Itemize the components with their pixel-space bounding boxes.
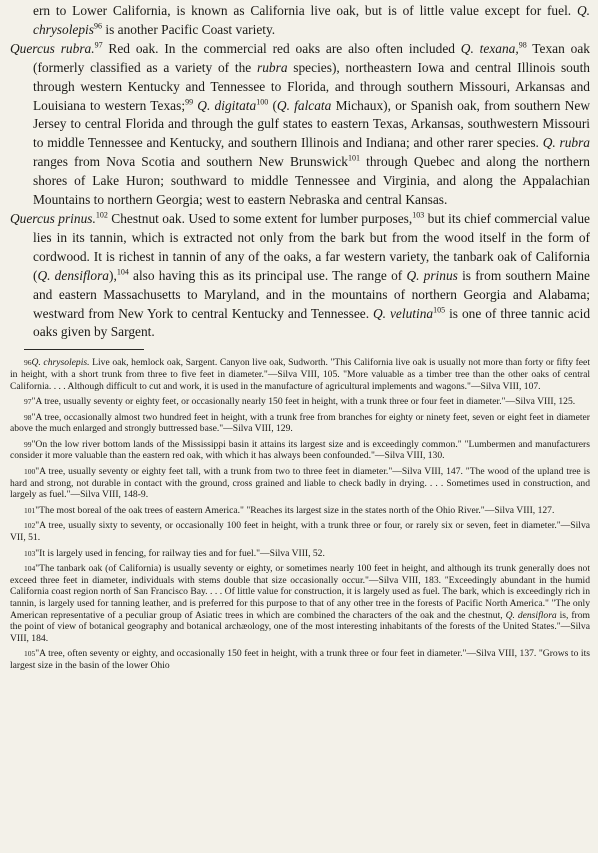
footnote-number: 99 bbox=[24, 439, 32, 449]
footnote-100 bbox=[10, 466, 590, 501]
text: Michaux), or Spanish oak, from southern New Jersey to central Florida and through the gulf states to eastern Texas, Arkansas, southwestern Missouri to middle Tennessee and Kentucky, and southern Illinois and Indiana; and other rarer species. bbox=[33, 97, 591, 151]
footnote-number: 102 bbox=[24, 521, 36, 531]
footnote-101 bbox=[10, 505, 590, 517]
footnote-number: 97 bbox=[24, 397, 32, 407]
text: Red oak. In the commercial red oaks are also often included bbox=[102, 40, 461, 56]
footnote-102 bbox=[10, 520, 590, 543]
species-name: Q. velutina bbox=[373, 305, 434, 321]
text: but its chief commercial value lies in its tannin, which is extracted not only from the bark but from the wood itself in the form of cordwood. It is richest in tannin of any of the oaks, a far western variety, the tanbark oak of California ( bbox=[33, 210, 590, 283]
footnote-text: "A tree, occasionally almost two hundred feet in height, with a trunk free from branches for eighty or ninety feet, seven or eight feet in diameter above the much enlarged and strongly buttressed base."—Silva VIII, 129. bbox=[10, 411, 590, 435]
footnote-number: 100 bbox=[24, 467, 36, 477]
species-name: Q. rubra bbox=[542, 135, 590, 151]
footnote-98 bbox=[10, 412, 590, 435]
footnote-ref: 99 bbox=[185, 97, 194, 107]
text: also having this as its principal use. The range of bbox=[128, 267, 407, 283]
footnote-ref: 105 bbox=[433, 305, 446, 315]
species-name: Q. densiflora bbox=[37, 267, 109, 283]
footnote-ref: 101 bbox=[347, 153, 360, 163]
footnote-number: 104 bbox=[24, 564, 36, 574]
footnote-97 bbox=[10, 396, 590, 408]
species-name: Q. texana, bbox=[460, 40, 519, 56]
footnote-99 bbox=[10, 439, 590, 462]
footnote-text: "The tanbark oak (of California) is usually seventy or eighty, or sometimes nearly 100 feet in height, and although its trunk generally does not exceed three feet in diameter, individuals with stems double that size occasionally occur."—Silva VIII, 183. "Exceedingly abundant in the humid California coast region north of San Francisco Bay. . . . Of little value for construction, it is largely used as fuel. The bark, which is exceedingly rich in tannin, is largely used for tanning leather, and is preferred for this purpose to that of any other tree in the forests of Pacific North America." "The only American representative of a peculiar group of Asiatic trees in which are combined the characters of the oak and the chestnut, bbox=[10, 563, 590, 621]
text: ranges from Nova Scotia and southern New Brunswick bbox=[33, 154, 348, 170]
species-name: Q. prinus bbox=[406, 267, 458, 283]
footnotes bbox=[10, 357, 590, 671]
footnote-divider bbox=[24, 349, 144, 350]
text: is one of three tannic acid oaks given by Sargent. bbox=[33, 305, 591, 340]
footnote-ref: 97 bbox=[94, 40, 103, 50]
footnote-number: 96 bbox=[24, 358, 32, 368]
text: ( bbox=[268, 97, 277, 113]
text: is from southern Maine and eastern Massachusetts to Maryland, and in the mountains of northern Georgia and Alabama; westward from New York to central Kentucky and Tennessee. bbox=[33, 267, 590, 321]
text: through Quebec and along the northern shores of Lake Huron; southward to middle Tennessee and Virginia, and along the Appalachian Mountains to northern Georgia; west to eastern Nebraska and central Kansas. bbox=[33, 154, 590, 208]
footnote-103 bbox=[10, 548, 590, 560]
footnote-text: "The most boreal of the oak trees of eastern America." "Reaches its largest size in the states north of the Ohio River."—Silva VIII, 127. bbox=[35, 504, 555, 516]
footnote-ref: 100 bbox=[256, 97, 269, 107]
footnote-ref: 104 bbox=[116, 267, 129, 277]
footnote-ref: 103 bbox=[412, 210, 425, 220]
footnote-text: "A tree, usually seventy or eighty feet tall, with a trunk from two to three feet in diameter."—Silva VIII, 147. "The wood of the upland tree is hard and strong, not durable in contact with the ground, cross grained and liable to check badly in drying. . . . Sometimes used in construction, and largely as fuel."—Silva VIII, 148-9. bbox=[10, 466, 590, 501]
entry-quercus-prinus bbox=[10, 210, 590, 342]
species-name: Q. chrysolepis bbox=[33, 3, 590, 37]
main-text bbox=[10, 2, 590, 342]
text: ), bbox=[109, 267, 117, 283]
footnote-104 bbox=[10, 563, 590, 644]
footnote-text: "A tree, usually seventy or eighty feet, or occasionally nearly 150 feet in height, with a trunk three or four feet in diameter."—Silva VIII, 125. bbox=[31, 396, 576, 408]
entry-heading: Quercus prinus. bbox=[10, 210, 96, 226]
footnote-text: "It is largely used in fencing, for railway ties and for fuel."—Silva VIII, 52. bbox=[35, 547, 325, 559]
text: ern to Lower California, is known as California live oak, but is of little value except for fuel. bbox=[33, 3, 577, 18]
entry-quercus-rubra bbox=[10, 40, 590, 210]
footnote-ref: 96 bbox=[94, 21, 102, 31]
footnote-text: is, from the point of view of botanical geography and botanical archæology, one of the most interesting inhabitants of the forests of the United States."—Silva VIII, 184. bbox=[10, 609, 591, 644]
footnote-text: "A tree, often seventy or eighty, and occasionally 150 feet in height, with a trunk three or four feet in diameter."—Silva VIII, 137. "Grows to its largest size in the basin of the lower Ohio bbox=[10, 648, 590, 671]
footnote-number: 105 bbox=[24, 649, 36, 659]
entry-heading: Quercus rubra. bbox=[10, 40, 95, 56]
footnote-96 bbox=[10, 357, 590, 392]
footnote-number: 103 bbox=[24, 548, 36, 558]
species-name: Q. densiflora bbox=[505, 609, 557, 621]
text: Chestnut oak. Used to some extent for lumber purposes, bbox=[107, 210, 413, 226]
footnote-ref: 102 bbox=[95, 210, 108, 220]
footnote-text: "On the low river bottom lands of the Mississippi basin it attains its largest size and is exceedingly common." "Lumbermen and manufacturers consider it more valuable than the eastern red oak, with which it has always been confounded."—Silva VIII, 130. bbox=[10, 438, 590, 462]
text: Texan oak (formerly classified as a variety of the bbox=[33, 40, 590, 75]
text: species), northeastern Iowa and central Illinois south through western Kentucky and Tennessee to Florida, and through southern Missouri, Arkansas and Louisiana to western Texas; bbox=[33, 59, 590, 113]
species-name: Q. falcata bbox=[276, 97, 332, 113]
footnote-number: 101 bbox=[24, 505, 36, 515]
paragraph-continuation bbox=[10, 2, 590, 40]
footnote-number: 98 bbox=[24, 412, 32, 422]
species-name: rubra bbox=[257, 59, 288, 75]
text: is another Pacific Coast variety. bbox=[102, 21, 276, 37]
species-name: Q. digitata bbox=[197, 97, 257, 113]
footnote-ref: 98 bbox=[518, 40, 527, 50]
footnote-text: "A tree, usually sixty to seventy, or occasionally 100 feet in height, with a trunk three or four, or rarely six or seven, feet in diameter."—Silva VII, 51. bbox=[10, 520, 590, 544]
footnote-text: Live oak, hemlock oak, Sargent. Canyon live oak, Sudworth. "This California live oak is usually not more than forty or fifty feet in height, with a short trunk from three to five feet in diameter."—Silva VIII, 105. "More valuable as a timber tree than the other oaks of central California. . . . Although difficult to cut and work, it is used in the manufacture of agricultural implements and wagons."—Silva VIII, 107. bbox=[10, 357, 590, 392]
footnote-105 bbox=[10, 648, 590, 671]
species-name: Q. chrysolepis. bbox=[31, 357, 90, 369]
